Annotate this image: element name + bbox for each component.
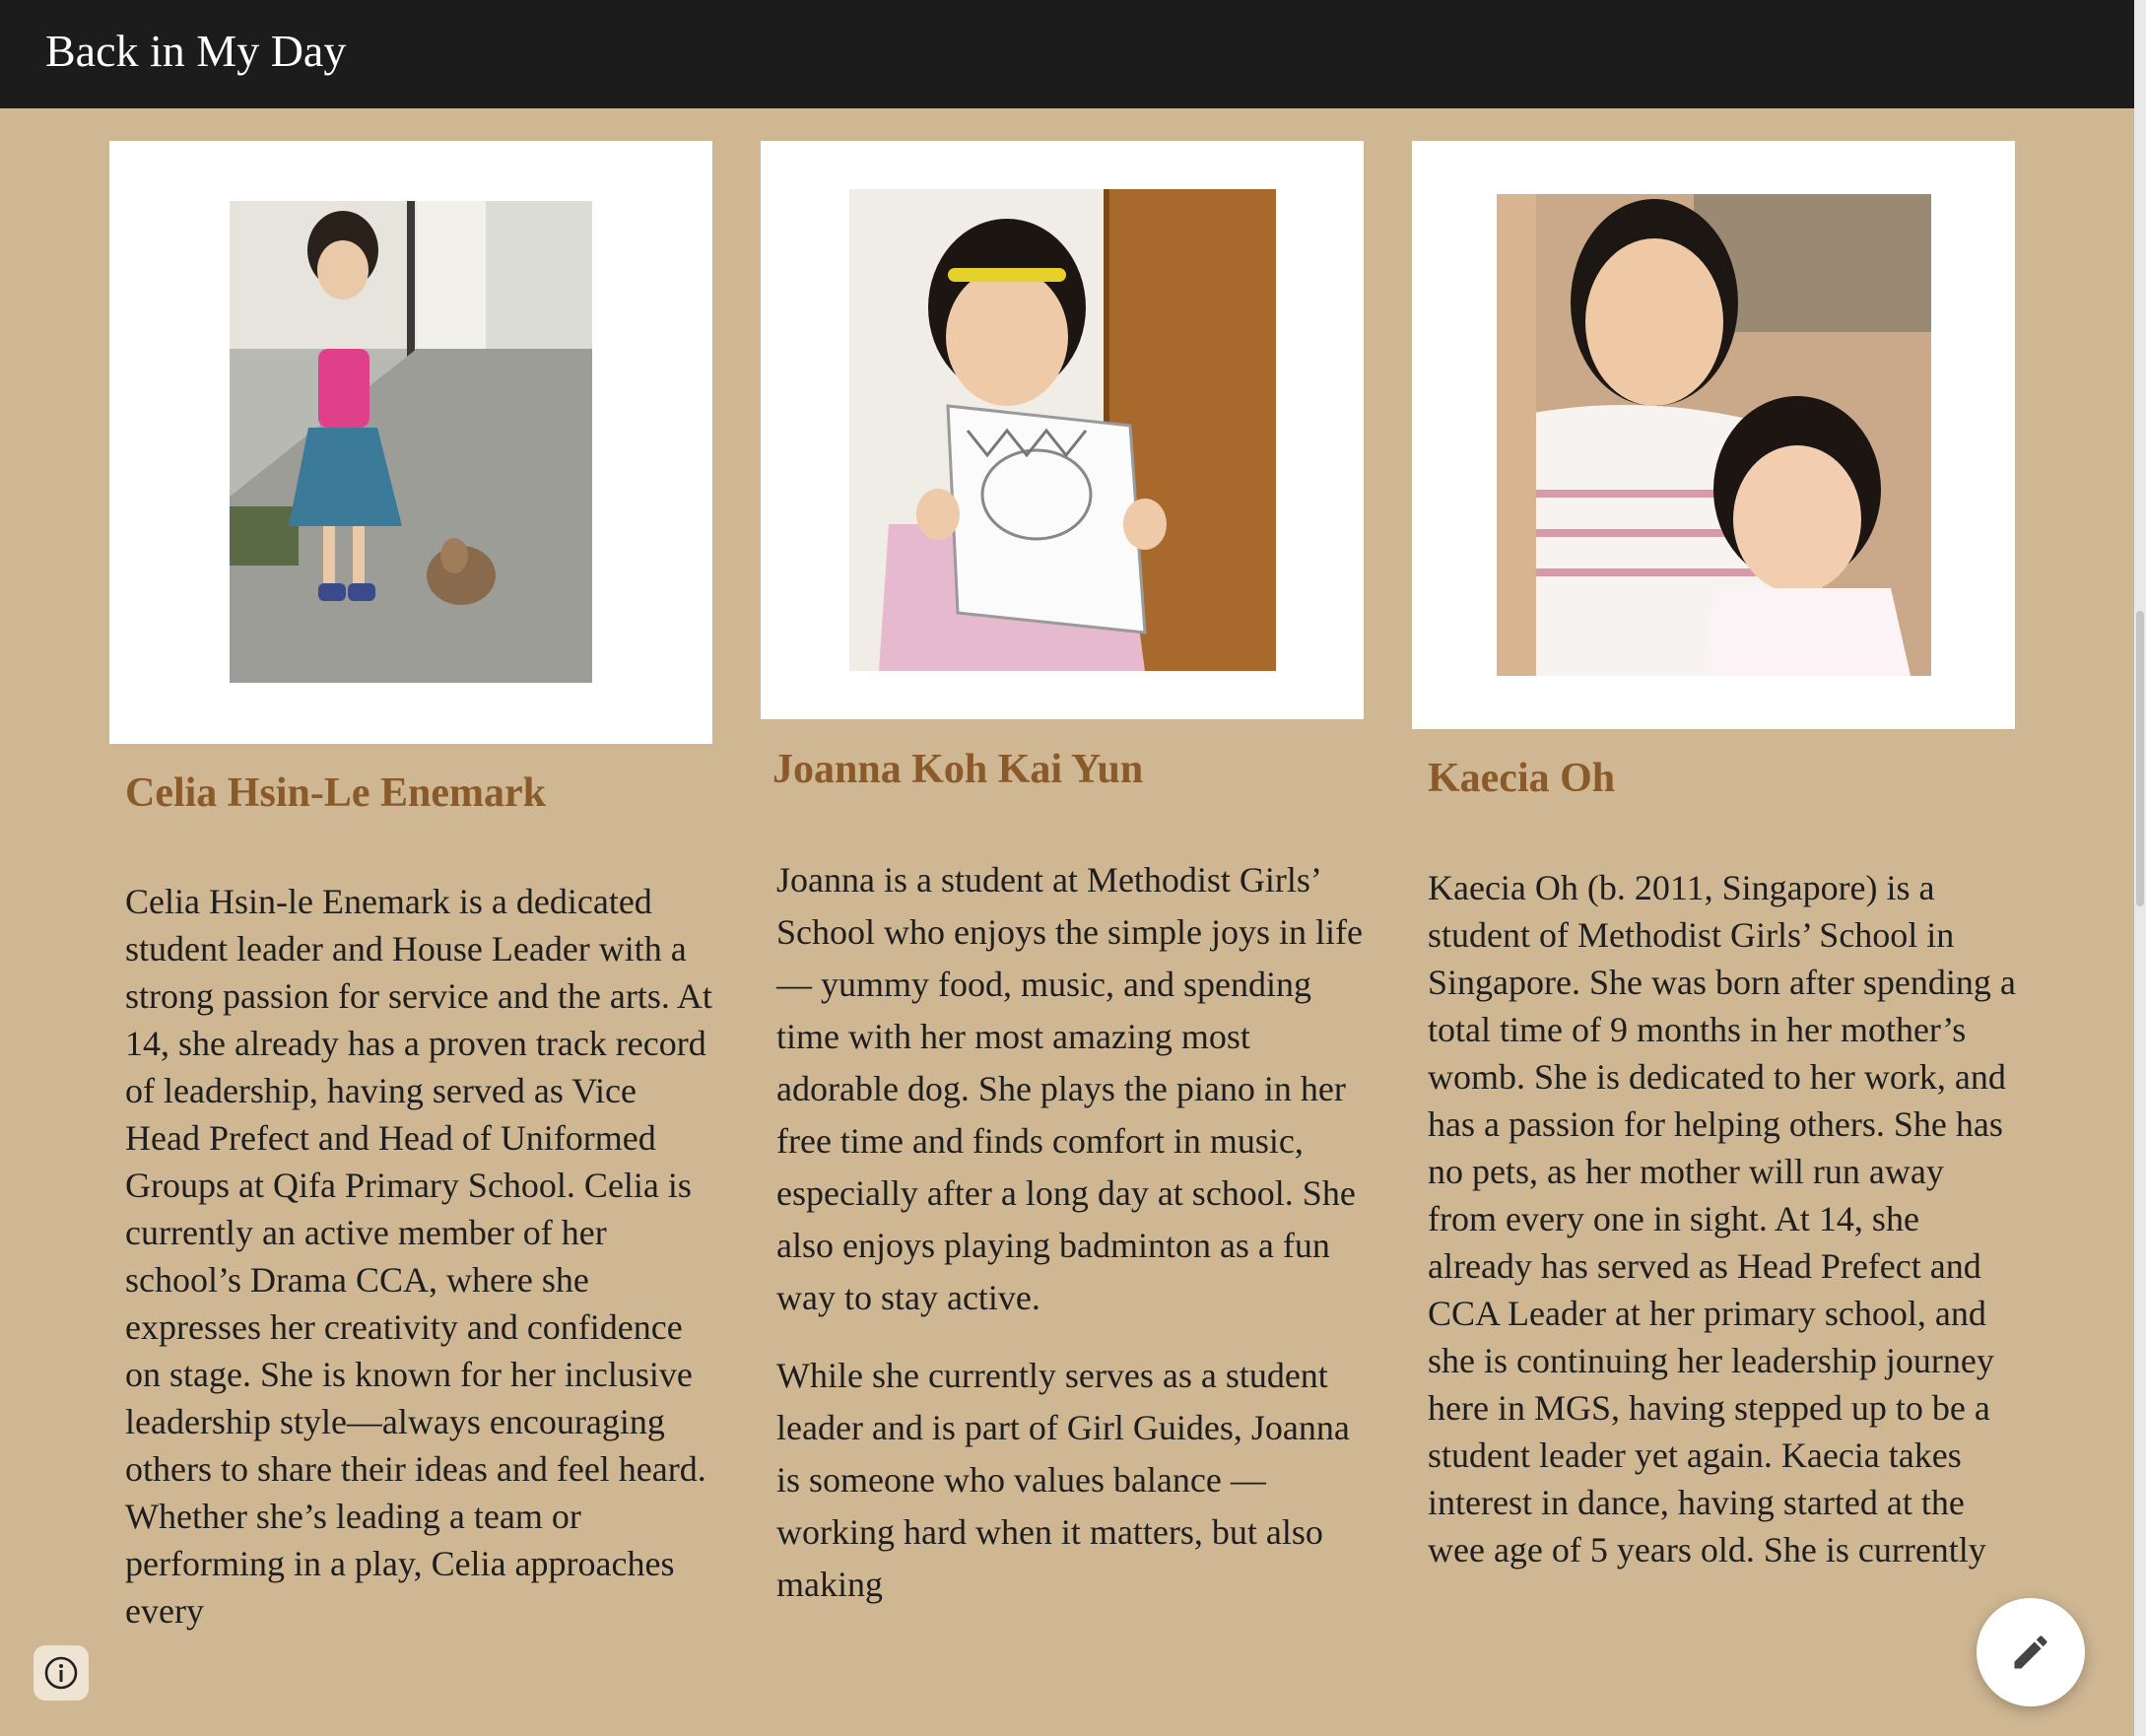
profile-photo-celia <box>230 201 592 683</box>
bio-paragraph: Celia Hsin-le Enemark is a dedicated student leader and House Leader with a strong passion for service and the arts. At 14, she already has a proven track record of leadership, having served as Vice Head Prefect and Head of Uniformed Groups at Qifa Primary School. Celia is currently an active member of her school’s Drama CCA, where she expresses her creativity and confidence on stage. She is known for her inclusive leadership style—always encouraging others to share their ideas and feel heard. Whether she’s leading a team or performing in a play, Celia approaches every <box>125 882 712 1631</box>
profile-bio <box>776 854 1368 1611</box>
profile-card-joanna <box>761 141 1364 1604</box>
info-icon <box>43 1655 79 1691</box>
bio-paragraph: While she currently serves as a student leader and is part of Girl Guides, Joanna is someone who values balance — working hard when it matters, but also making <box>776 1356 1350 1604</box>
profile-photo-joanna <box>849 189 1276 671</box>
profile-bio <box>125 878 716 1635</box>
bio-paragraph: Kaecia Oh (b. 2011, Singapore) is a student of Methodist Girls’ School in Singapore. She was born after spending a total time of 9 months in her mother’s womb. She is dedicated to her work, and has a passion for helping others. She has no pets, as her mother will run away from every one in sight. At 14, she already has served as Head Prefect and CCA Leader at her primary school, and she is continuing her leadership journey here in MGS, having stepped up to be a student leader yet again. Kaecia takes interest in dance, having started at the wee age of 5 years old. She is currently <box>1428 868 2016 1569</box>
photo-frame <box>1412 141 2015 729</box>
profile-photo-kaecia <box>1497 194 1931 676</box>
profile-card-celia <box>109 141 712 1631</box>
profile-name: Kaecia Oh <box>1428 756 1616 801</box>
scrollbar-thumb[interactable] <box>2136 611 2144 906</box>
profile-name: Celia Hsin-Le Enemark <box>125 770 546 816</box>
pencil-icon <box>2009 1631 2052 1674</box>
photo-frame <box>109 141 712 744</box>
page-scrollbar[interactable] <box>2134 0 2146 1736</box>
site-header <box>0 0 2134 108</box>
profile-bio <box>1428 864 2019 1573</box>
photo-frame <box>761 141 1364 719</box>
profile-card-kaecia <box>1412 141 2016 1569</box>
site-title[interactable]: Back in My Day <box>45 26 347 76</box>
profile-name: Joanna Koh Kai Yun <box>772 747 1144 792</box>
bio-paragraph: Joanna is a student at Methodist Girls’ School who enjoys the simple joys in life — yummy food, music, and spending time with her most amazing most adorable dog. She plays the piano in her free time and finds comfort in music, especially after a long day at school. She also enjoys playing badminton as a fun way to stay active. <box>776 860 1363 1317</box>
edit-button[interactable] <box>1977 1598 2085 1706</box>
info-button[interactable] <box>34 1645 89 1701</box>
